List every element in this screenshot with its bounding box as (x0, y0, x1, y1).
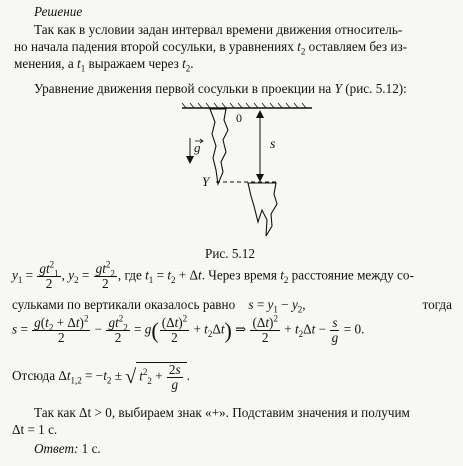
equation-s: s = $\frac{g(t_2 + \Delta t)^2}{2}$ − $\frac{gt^2_2}{2}$ = g( $\frac{(\Delta t)^2}{2}$ + $t_2\Delta t$) ⇒ $\frac{(\Delta t)^2}{2}$ + $t_2\Delta t$ − $\frac{s}{g}$ = 0. (12, 313, 365, 345)
answer-label: Ответ: (34, 441, 79, 456)
para1-line2-text-b: оставляем без из- (305, 39, 408, 54)
gravity-arrow-head (186, 156, 194, 164)
figure-caption: Рис. 5.12 (205, 246, 255, 261)
axis-Y: Y (334, 81, 342, 96)
equation-dt: Отсюда $\Delta t_{1,2} = -t_2$ ± √ $t^2_2$ + $\frac{2s}{g}$ . (12, 362, 190, 392)
section-heading: Решение (34, 4, 83, 19)
figure-5-12 (170, 100, 320, 250)
icicle-bottom (248, 183, 277, 236)
para3-line1: Так как Δt > 0, выбираем знак «+». Подставим значения и получим (34, 405, 410, 420)
origin-label: 0 (236, 111, 242, 125)
icicle-top (210, 109, 228, 184)
para1-line3-text-a: менения, а (14, 56, 78, 71)
eq1-where: , где (117, 267, 146, 283)
para3-line2: Δt = 1 с. (12, 422, 58, 437)
eq1-tail: . Через время (201, 267, 281, 283)
para1-line2-text-a: но начала падения второй сосульки, в уравнениях (14, 39, 298, 54)
para2-ref: (рис. 5.12): (345, 81, 407, 96)
var-t2: t (297, 39, 301, 54)
para1-line2: но начала падения второй сосульки, в уравнениях $t_2$ оставляем без из- (14, 39, 408, 57)
para1-line3-text-b: выражаем через (85, 56, 183, 71)
answer-value: 1 с. (81, 441, 101, 456)
otsyuda-label: Отсюда (12, 368, 56, 384)
answer-line (34, 440, 101, 457)
para1-line3: менения, а $t_1$ выражаем через $t_2$. (14, 56, 194, 74)
line-distance-text: сульками по вертикали оказалось равно (12, 297, 236, 312)
gravity-label: g (194, 140, 201, 155)
line-distance-tail: тогда (422, 297, 452, 312)
para2-text: Уравнение движения первой сосульки в проекции на (34, 81, 332, 96)
para2-line (34, 80, 407, 97)
para1-line1: Так как в условии задан интервал времени движения относитель- (34, 22, 403, 37)
distance-label: s (270, 137, 276, 152)
y-axis-label: Y (202, 174, 210, 189)
eq1-tail2: расстояние между со- (288, 267, 414, 283)
equation-y1-y2: $y_1$ = $\frac{gt^2_1}{2}$ , $y_2$ = $\frac{gt^2_2}{2}$ , где $t_1 = t_2 + \Delta t$. Через время $t_2$ расстояние между со- (12, 259, 414, 291)
line-distance: сульками по вертикали оказалось равно $s = y_1 - y_2$, тогда (12, 297, 452, 315)
